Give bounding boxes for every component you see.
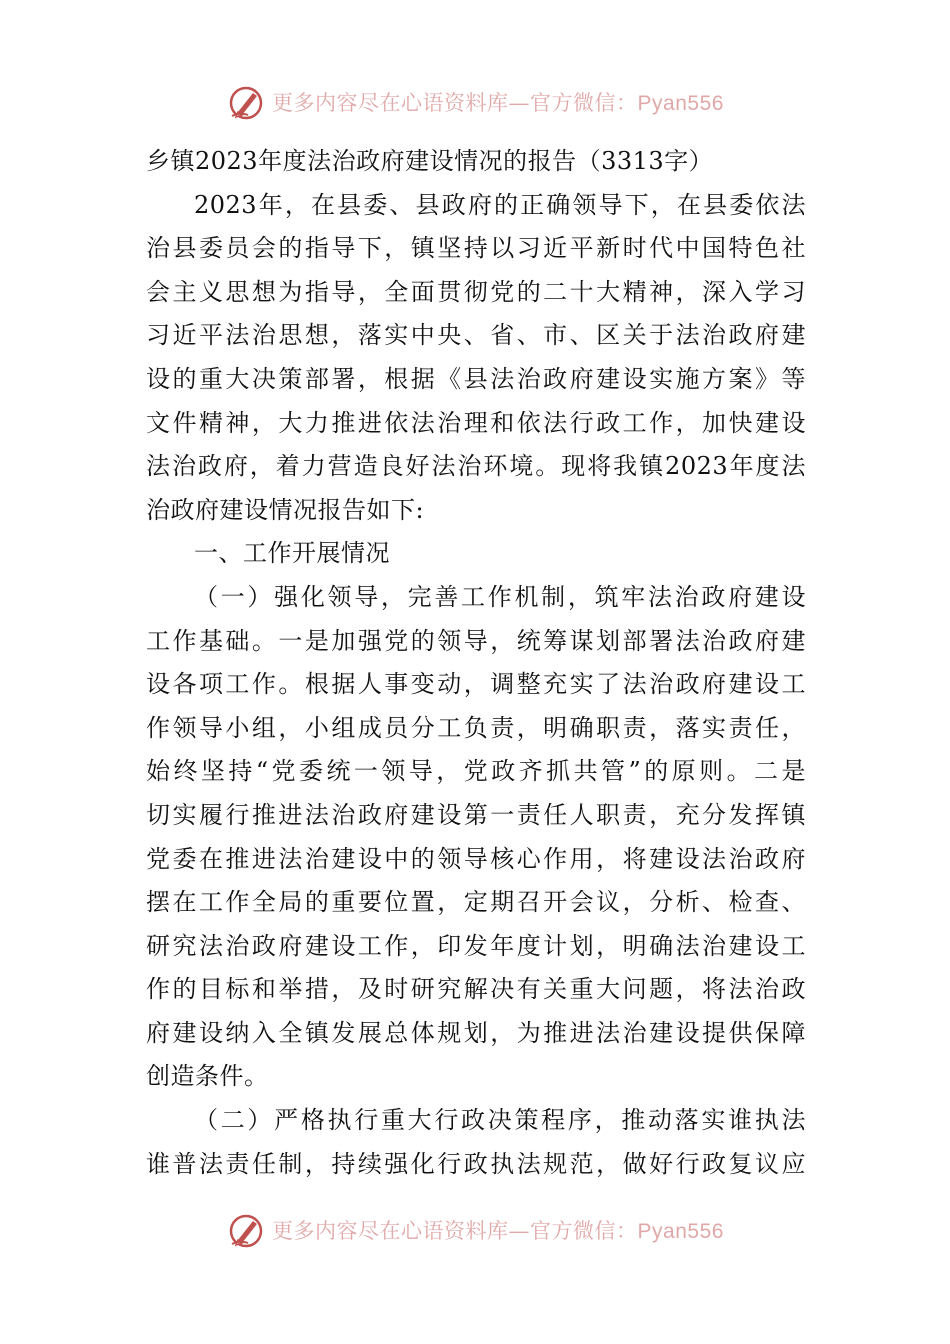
watermark-wechat-id: Pyan556	[637, 1220, 724, 1243]
header-watermark-banner	[0, 80, 950, 124]
pen-circle-icon	[226, 1210, 266, 1250]
document-title: 乡镇2023年度法治政府建设情况的报告（3313字）	[146, 147, 714, 175]
paragraph-line: （二）严格执行重大行政决策程序，推动落实谁执法	[194, 1106, 806, 1135]
paragraph-line: 会主义思想为指导，全面贯彻党的二十大精神，深入学习	[146, 277, 806, 306]
watermark-group	[226, 82, 724, 122]
paragraph-line: 治县委员会的指导下，镇坚持以习近平新时代中国特色社	[146, 234, 806, 263]
paragraph-line: 作的目标和举措，及时研究解决有关重大问题，将法治政	[146, 975, 806, 1004]
paragraph-line: 工作基础。一是加强党的领导，统筹谋划部署法治政府建	[146, 626, 806, 655]
paragraph-line: 2023年，在县委、县政府的正确领导下，在县委依法	[194, 190, 806, 219]
paragraph-line: 创造条件。	[146, 1062, 269, 1091]
paragraph-line: 习近平法治思想，落实中央、省、市、区关于法治政府建	[146, 321, 806, 350]
paragraph-line: （一）强化领导，完善工作机制，筑牢法治政府建设	[194, 582, 806, 611]
footer-watermark-banner	[0, 1208, 950, 1252]
watermark-group	[226, 1210, 724, 1250]
watermark-text	[272, 87, 724, 117]
paragraph-line: 设各项工作。根据人事变动，调整充实了法治政府建设工	[146, 670, 806, 699]
section-heading: 一、工作开展情况	[194, 539, 390, 568]
paragraph-line: 摆在工作全局的重要位置，定期召开会议，分析、检查、	[146, 888, 806, 917]
document-body	[146, 140, 806, 1186]
pen-circle-icon	[226, 82, 266, 122]
watermark-text	[272, 1215, 724, 1245]
paragraph-line: 设的重大决策部署，根据《县法治政府建设实施方案》等	[146, 364, 806, 393]
paragraph-line: 谁普法责任制，持续强化行政执法规范，做好行政复议应	[146, 1149, 806, 1178]
paragraph-line: 始终坚持“党委统一领导，党政齐抓共管”的原则。二是	[146, 757, 806, 786]
watermark-cn-text: 更多内容尽在心语资料库—官方微信：	[272, 91, 638, 115]
watermark-cn-text: 更多内容尽在心语资料库—官方微信：	[272, 1219, 638, 1243]
paragraph-line: 文件精神，大力推进依法治理和依法行政工作，加快建设	[146, 408, 806, 437]
paragraph-line: 府建设纳入全镇发展总体规划，为推进法治建设提供保障	[146, 1018, 806, 1047]
watermark-wechat-id: Pyan556	[637, 92, 724, 115]
paragraph-line: 研究法治政府建设工作，印发年度计划，明确法治建设工	[146, 931, 806, 960]
paragraph-line: 党委在推进法治建设中的领导核心作用，将建设法治政府	[146, 844, 806, 873]
paragraph-line: 治政府建设情况报告如下:	[146, 495, 425, 524]
paragraph-line: 作领导小组，小组成员分工负责，明确职责，落实责任，	[146, 713, 806, 742]
paragraph-line: 法治政府，着力营造良好法治环境。现将我镇2023年度法	[146, 452, 806, 481]
paragraph-line: 切实履行推进法治政府建设第一责任人职责，充分发挥镇	[146, 800, 806, 829]
